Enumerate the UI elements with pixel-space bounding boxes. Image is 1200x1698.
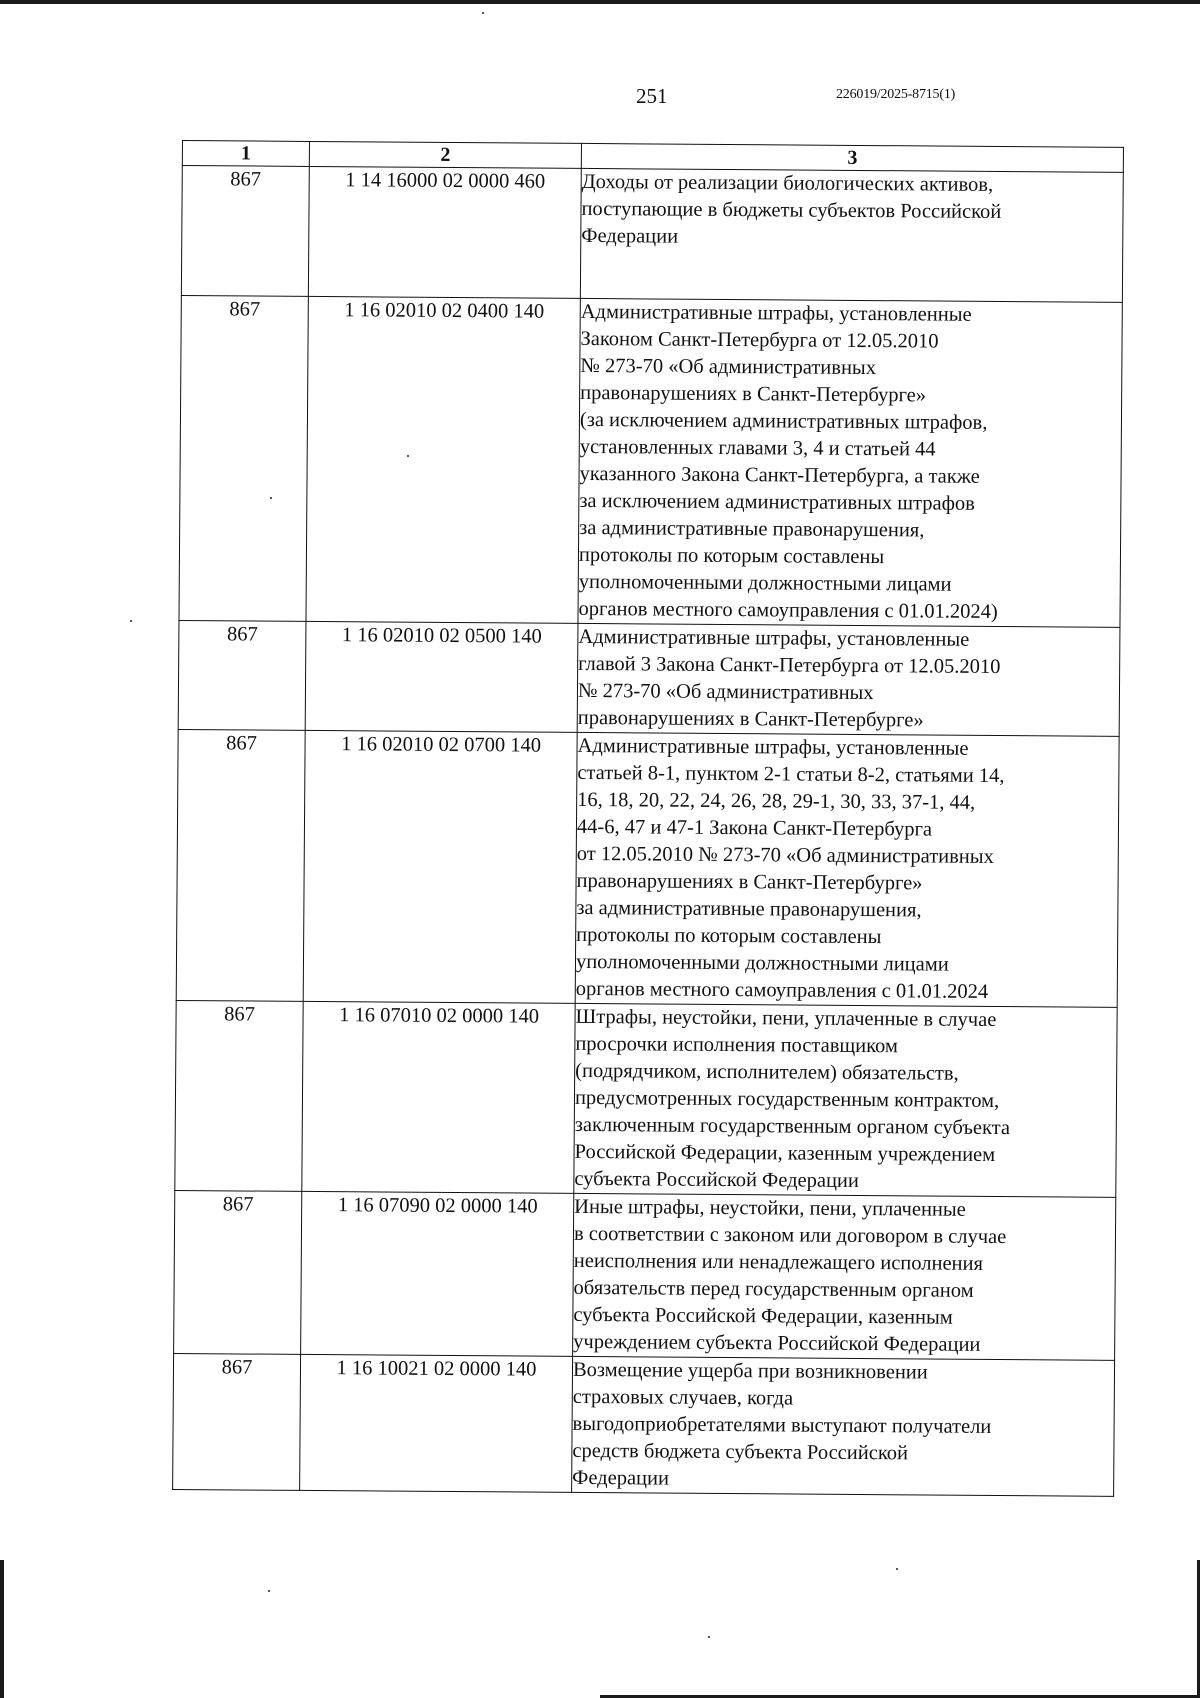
description-cell: Административные штрафы, установленные статьей 8-1, пунктом 2-1 статьи 8-2, статьями 14, 16, 18, 20, 22, 24, 26, 28, 29-1, 30, 33, 37-1, 44, 44-6, 47 и 47-1 Закона Санкт-Петербурга от 12.05.2010 № 273-70 «Об административных правонарушениях в Санкт-Петербурге» за административные правонарушения, протоколы по которым составлены уполномоченными должностными лицами органов местного самоуправления с 01.01.2024	[575, 732, 1119, 1007]
admin-code-cell: 867	[173, 1353, 301, 1490]
table-row	[178, 620, 1120, 736]
admin-code-cell: 867	[181, 166, 309, 297]
budget-code-cell: 1 16 02010 02 0500 140	[305, 621, 578, 732]
budget-code-cell: 1 16 02010 02 0700 140	[303, 730, 577, 1003]
document-code: 226019/2025-8715(1)	[836, 87, 956, 102]
table-row	[173, 1353, 1115, 1496]
column-header: 3	[581, 143, 1123, 172]
scan-speck	[482, 12, 484, 14]
table-row	[175, 1000, 1117, 1197]
description-cell: Штрафы, неустойки, пени, уплаченные в случае просрочки исполнения поставщиком (подрядчиком, исполнителем) обязательств, предусмотренных государственным контрактом, заключенным государственным органом субъекта Российской Федерации, казенным учреждением субъекта Российской Федерации	[574, 1003, 1117, 1197]
admin-code-cell: 867	[174, 1190, 302, 1354]
scan-border-left	[0, 1560, 4, 1698]
scan-speck	[130, 620, 132, 622]
admin-code-cell: 867	[176, 729, 305, 1001]
admin-code-cell: 867	[175, 1000, 303, 1191]
budget-code-cell: 1 16 02010 02 0400 140	[306, 296, 580, 623]
scan-speck	[708, 1636, 710, 1638]
budget-code-cell: 1 16 07090 02 0000 140	[301, 1191, 574, 1356]
admin-code-cell: 867	[179, 295, 308, 621]
admin-code-cell: 867	[178, 620, 306, 730]
column-header: 1	[182, 141, 309, 167]
budget-code-cell: 1 14 16000 02 0000 460	[308, 166, 581, 298]
table-row	[176, 729, 1119, 1007]
scan-speck	[268, 1590, 270, 1592]
budget-code-cell: 1 16 10021 02 0000 140	[300, 1354, 573, 1492]
table-row	[174, 1190, 1116, 1360]
revenue-codes-table	[172, 140, 1124, 1497]
description-cell: Возмещение ущерба при возникновении страховых случаев, когда выгодоприобретателями выступают получатели средств бюджета субъекта Российской Федерации	[572, 1356, 1115, 1496]
table-row	[179, 295, 1122, 627]
scan-border-top	[0, 0, 1200, 4]
description-cell: Административные штрафы, установленные главой 3 Закона Санкт-Петербурга от 12.05.2010 № 273-70 «Об административных правонарушениях в Санкт-Петербурге»	[577, 623, 1120, 736]
budget-code-cell: 1 16 07010 02 0000 140	[302, 1001, 575, 1193]
table-row	[181, 166, 1123, 303]
description-cell: Иные штрафы, неустойки, пени, уплаченные в соответствии с законом или договором в случае неисполнения или ненадлежащего исполнения обязательств перед государственным органом субъекта Российской Федерации, казенным учреждением субъекта Российской Федерации	[573, 1193, 1116, 1360]
scan-speck	[896, 1568, 898, 1570]
description-cell: Доходы от реализации биологических активов, поступающие в бюджеты субъектов Российской Федерации	[580, 168, 1123, 302]
description-cell: Административные штрафы, установленные Законом Санкт-Петербурга от 12.05.2010 № 273-70 «Об административных правонарушениях в Санкт-Петербурге» (за исключением административных штрафов, установленных главами 3, 4 и статьей 44 указанного Закона Санкт-Петербурга, а также за исключением административных штрафов за административные правонарушения, протоколы по которым составлены уполномоченными должностными лицами органов местного самоуправления с 01.01.2024)	[578, 298, 1122, 627]
page-number: 251	[636, 84, 668, 108]
column-header: 2	[309, 141, 581, 168]
